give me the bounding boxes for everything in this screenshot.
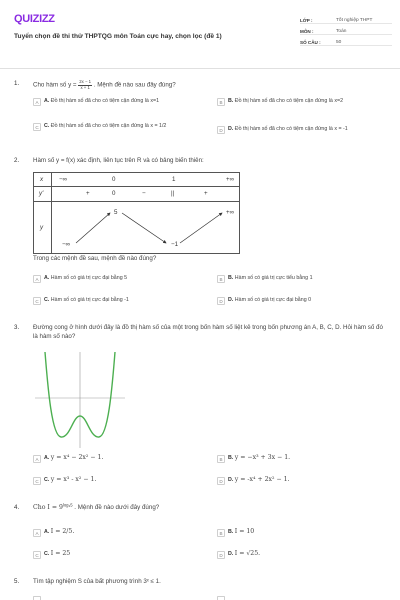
table-y-value: 5	[114, 209, 118, 216]
table-y-value: −∞	[62, 241, 71, 248]
option-text: I = 10	[234, 528, 255, 535]
meta-key: LỚP :	[300, 18, 313, 23]
question-number: 2.	[14, 157, 20, 164]
option-label: D.	[228, 551, 234, 557]
option-letter-box: A	[33, 455, 41, 463]
document-title: Tuyển chọn đề thi thử THPTQG môn Toán cực hay, chọn lọc (đề 1)	[14, 33, 222, 40]
option-3d[interactable]	[217, 477, 392, 485]
question-text-post: . Mệnh đề nào dưới đây đúng?	[74, 504, 160, 511]
option-letter-box: C	[33, 477, 41, 485]
option-text: Hàm số có giá trị cực đại bằng 5	[50, 275, 128, 281]
variation-arrows	[34, 201, 241, 255]
option-letter-box: B	[217, 529, 225, 537]
question-text-pre: Cho I = 9	[33, 504, 63, 511]
document-meta	[300, 14, 392, 47]
question-text: Tìm tập nghiệm S của bất phương trình 3ˣ ≤ 1.	[33, 578, 161, 585]
increasing-arrow	[76, 213, 110, 243]
table-yprime-value: +	[86, 190, 90, 197]
option-text: Hàm số có giá trị cực đại bằng -1	[50, 297, 129, 303]
table-row-divider	[34, 186, 239, 187]
option-text: y = -x⁴ + 2x² − 1.	[234, 476, 290, 483]
option-3a[interactable]	[33, 455, 208, 463]
table-yprime-value: ||	[171, 190, 175, 197]
table-x-value: 1	[172, 176, 176, 183]
meta-count-row	[300, 36, 392, 46]
option-2b[interactable]	[217, 275, 392, 283]
option-letter-box-partial[interactable]	[33, 596, 41, 600]
meta-value: Toán	[336, 29, 347, 34]
option-4d[interactable]	[217, 551, 392, 559]
option-text: Hàm số có giá trị cực đại bằng 0	[234, 297, 312, 303]
option-label: A.	[44, 455, 50, 461]
question-text	[33, 504, 383, 513]
option-1d[interactable]	[217, 126, 397, 134]
table-x-label: x	[40, 176, 44, 183]
exponent: log₃5	[62, 502, 73, 508]
option-4a[interactable]	[33, 529, 208, 537]
option-text: y = x⁴ − 2x² − 1.	[50, 454, 104, 461]
option-label: C.	[44, 477, 50, 483]
option-label: B.	[228, 275, 234, 281]
meta-value: 50	[336, 40, 342, 45]
option-3b[interactable]	[217, 455, 392, 463]
table-x-value: +∞	[226, 176, 235, 183]
table-x-value: 0	[112, 176, 116, 183]
option-letter-box: C	[33, 123, 41, 131]
option-letter-box: B	[217, 98, 225, 106]
option-text: Đồ thị hàm số đã cho có tiệm cận đứng là x = 1/2	[50, 123, 167, 129]
option-label: A.	[44, 98, 50, 104]
option-letter-box: C	[33, 297, 41, 305]
option-label: A.	[44, 529, 50, 535]
option-1a[interactable]	[33, 98, 203, 106]
option-text: Hàm số có giá trị cực tiểu bằng 1	[234, 275, 313, 281]
option-1c[interactable]	[33, 123, 208, 131]
question-number: 4.	[14, 504, 20, 511]
option-text: y = x³ - x² − 1.	[50, 476, 97, 483]
option-letter-box: A	[33, 275, 41, 283]
option-letter-box: D	[217, 297, 225, 305]
option-2a[interactable]	[33, 275, 208, 283]
option-text: I = 2/5.	[50, 528, 75, 535]
option-letter-box: C	[33, 551, 41, 559]
option-letter-box: A	[33, 98, 41, 106]
question-text: Hàm số y = f(x) xác định, liên tục trên R và có bảng biến thiên:	[33, 157, 204, 164]
fraction	[78, 80, 92, 90]
option-letter-box: D	[217, 126, 225, 134]
function-graph	[33, 350, 128, 450]
option-letter-box: D	[217, 477, 225, 485]
question-number: 5.	[14, 578, 20, 585]
fraction-numerator: 2x − 1	[79, 79, 92, 84]
option-2c[interactable]	[33, 297, 208, 305]
option-label: C.	[44, 297, 50, 303]
meta-key: SỐ CÂU :	[300, 40, 321, 45]
option-label: C.	[44, 551, 50, 557]
option-label: C.	[44, 123, 50, 129]
option-label: D.	[228, 477, 234, 483]
question-number: 1.	[14, 80, 20, 87]
table-yprime-value: +	[204, 190, 208, 197]
option-4c[interactable]	[33, 551, 208, 559]
table-yprime-value: −	[142, 190, 146, 197]
option-letter-box: A	[33, 529, 41, 537]
option-label: B.	[228, 98, 234, 104]
meta-subject-row	[300, 25, 392, 35]
option-text: I = 25	[50, 550, 71, 557]
option-letter-box-partial[interactable]	[217, 596, 225, 600]
table-yprime-label: y'	[39, 190, 44, 197]
table-x-value: −∞	[59, 176, 68, 183]
table-y-value: −1	[171, 241, 179, 248]
option-4b[interactable]	[217, 529, 392, 537]
question-followup: Trong các mệnh đề sau, mệnh đề nào đúng?	[33, 255, 157, 262]
increasing-arrow	[180, 213, 222, 243]
option-2d[interactable]	[217, 297, 392, 305]
option-label: B.	[228, 529, 234, 535]
question-number: 3.	[14, 324, 20, 331]
option-label: D.	[228, 126, 234, 132]
option-text: y = −x³ + 3x − 1.	[234, 454, 291, 461]
header-divider	[0, 68, 400, 69]
option-label: D.	[228, 297, 234, 303]
table-yprime-value: 0	[112, 190, 116, 197]
fraction-denominator: x + 1	[80, 84, 90, 90]
option-text: Đồ thị hàm số đã cho có tiệm cận đứng là x=2	[234, 98, 344, 104]
option-letter-box: B	[217, 275, 225, 283]
meta-key: MÔN :	[300, 29, 314, 34]
variation-table	[33, 172, 240, 254]
question-text	[33, 80, 383, 90]
table-y-value: +∞	[226, 209, 235, 216]
question-text-post: . Mệnh đề nào sau đây đúng?	[93, 81, 176, 89]
question-text-pre: Cho hàm số y =	[33, 81, 77, 89]
decreasing-arrow	[122, 213, 166, 243]
quizizz-logo: QUIZIZZ	[14, 13, 55, 25]
option-text: Đồ thị hàm số đã cho có tiệm cận đứng là x=1	[50, 98, 160, 104]
meta-value: Tốt nghiệp THPT	[336, 18, 373, 23]
meta-class-row	[300, 14, 392, 24]
option-text: I = √25.	[234, 550, 261, 557]
table-y-label: y	[40, 224, 44, 231]
option-label: B.	[228, 455, 234, 461]
option-text: Đồ thị hàm số đã cho có tiệm cận đứng là x = -1	[234, 126, 348, 132]
option-3c[interactable]	[33, 477, 208, 485]
option-letter-box: D	[217, 551, 225, 559]
option-1b[interactable]	[217, 98, 392, 106]
option-letter-box: B	[217, 455, 225, 463]
option-label: A.	[44, 275, 50, 281]
question-text: Đường cong ở hình dưới đây là đồ thị hàm số của một trong bốn hàm số liệt kê trong bốn phương án A, B, C, D. Hỏi hàm số đó là hàm số nào?	[33, 324, 383, 340]
